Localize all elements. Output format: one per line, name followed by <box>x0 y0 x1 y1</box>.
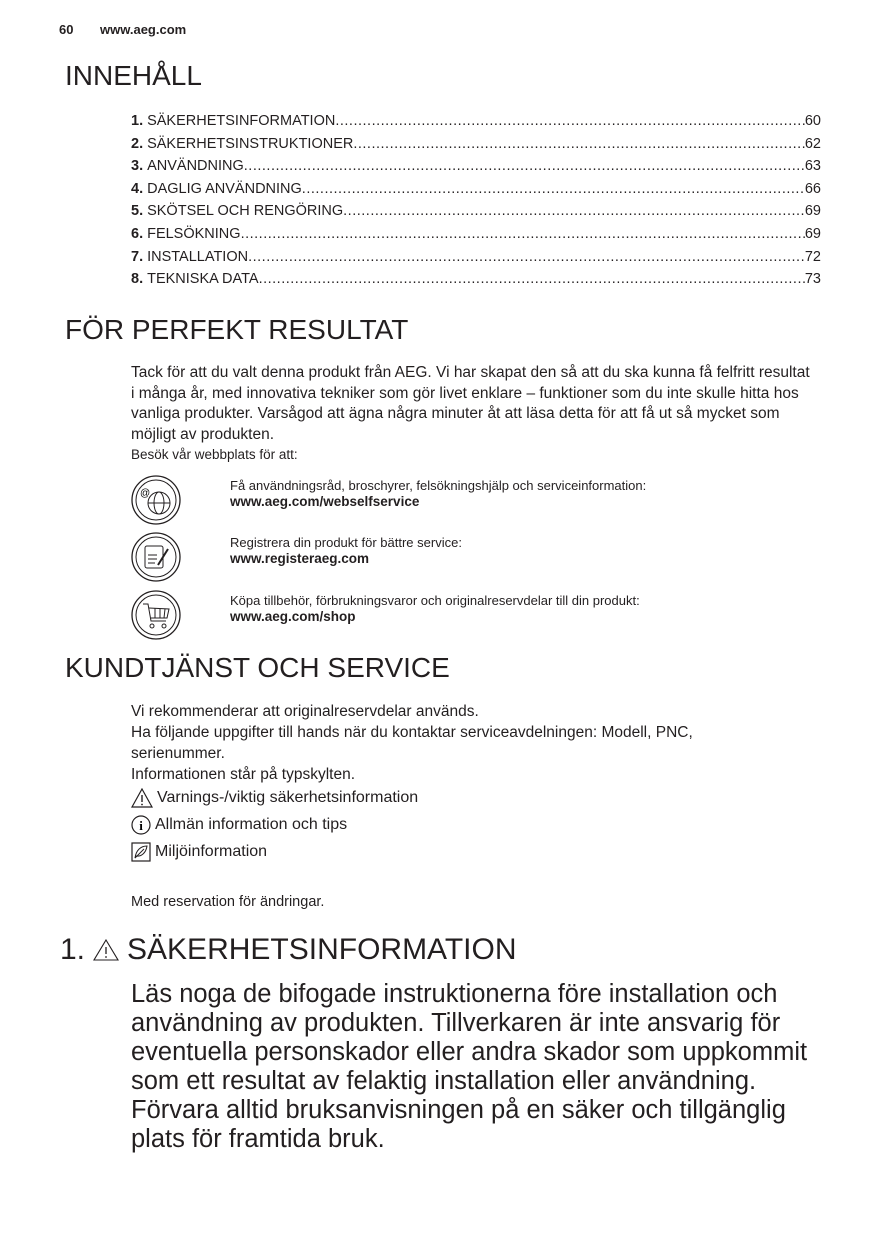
toc-entry[interactable] <box>131 268 821 291</box>
toc-label: INSTALLATION <box>147 248 249 265</box>
toc-leader <box>248 246 805 269</box>
legend-info <box>131 815 347 835</box>
site-url: www.aeg.com <box>100 22 187 37</box>
link-description: Få användningsråd, broschyrer, felsökningshjälp och serviceinformation: <box>230 478 647 493</box>
globe-icon <box>130 474 182 526</box>
warning-icon <box>131 788 153 808</box>
toc-entry[interactable] <box>131 246 821 269</box>
section-title: SÄKERHETSINFORMATION <box>127 933 517 966</box>
toc-number: 3. <box>131 158 144 175</box>
toc-entry[interactable] <box>131 155 821 178</box>
toc-number: 6. <box>131 225 144 242</box>
service-line: Informationen står på typskylten. <box>131 766 356 783</box>
perfect-text: Tack för att du valt denna produkt från AEG. Vi har skapat den så att du ska kunna få felfritt resultat i många år, med innovativa tekniker som gör livet enklare – funktioner som du inte skulle hitta hos vanliga produkter. Varsågod att ägna några minuter åt att läsa detta för att få ut så mycket som möjligt av produkten. <box>131 364 810 443</box>
toc-number: 2. <box>131 135 144 152</box>
toc-label: SKÖTSEL OCH RENGÖRING <box>147 203 344 220</box>
toc-page: 62 <box>804 135 821 152</box>
legend-label: Miljöinformation <box>155 843 268 860</box>
toc-label: TEKNISKA DATA <box>147 271 259 288</box>
link-url[interactable]: www.registeraeg.com <box>230 551 370 566</box>
toc-leader <box>241 223 805 246</box>
link-url[interactable]: www.aeg.com/webselfservice <box>230 494 420 509</box>
toc-page: 60 <box>804 113 821 129</box>
toc-entry[interactable] <box>131 223 821 246</box>
perfect-title: FÖR PERFEKT RESULTAT <box>65 314 409 345</box>
toc-entry[interactable] <box>131 178 821 201</box>
toc-title: INNEHÅLL <box>65 60 202 91</box>
toc-page: 63 <box>804 158 821 175</box>
section-number: 1. <box>60 933 86 966</box>
link-item-webselfservice <box>130 474 790 524</box>
link-url[interactable]: www.aeg.com/shop <box>230 609 356 624</box>
leaf-icon <box>131 842 151 862</box>
toc-page: 72 <box>804 248 821 265</box>
visit-text: Besök vår webbplats för att: <box>131 447 298 462</box>
toc-label: SÄKERHETSINSTRUKTIONER <box>147 135 354 152</box>
link-item-shop <box>130 589 790 639</box>
service-title: KUNDTJÄNST OCH SERVICE <box>65 652 450 683</box>
toc-label: DAGLIG ANVÄNDNING <box>147 180 302 197</box>
toc-number: 7. <box>131 248 144 265</box>
safety-heading <box>60 933 517 967</box>
toc-number: 1. <box>131 113 144 129</box>
svg-text:@: @ <box>140 488 151 499</box>
legend-warning <box>131 788 418 808</box>
link-description: Köpa tillbehör, förbrukningsvaror och originalreservdelar till din produkt: <box>230 593 640 608</box>
reservation-note: Med reservation för ändringar. <box>131 894 325 910</box>
service-text <box>131 701 781 785</box>
toc-leader <box>335 110 805 133</box>
toc-page: 69 <box>804 225 821 242</box>
toc-leader <box>259 268 805 291</box>
service-line: Vi rekommenderar att originalreservdelar används. <box>131 703 479 720</box>
toc-page: 66 <box>804 180 821 197</box>
toc-number: 5. <box>131 203 144 220</box>
info-icon <box>131 815 151 835</box>
legend-environment <box>131 842 267 862</box>
toc-leader <box>353 133 805 156</box>
toc-number: 8. <box>131 271 144 288</box>
toc-leader <box>244 155 805 178</box>
toc-entry[interactable] <box>131 200 821 223</box>
safety-intro: Läs noga de bifogade instruktionerna före installation och användning av produkten. Tillverkaren är inte ansvarig för eventuella personskador eller andra skador som uppkommit som ett resultat av felaktig installation eller användning. Förvara alltid bruksanvisningen på en säker och tillgänglig plats för framtida bruk. <box>131 980 808 1153</box>
toc-label: ANVÄNDNING <box>147 158 244 175</box>
toc-label: SÄKERHETSINFORMATION <box>147 113 336 129</box>
toc-entry[interactable] <box>131 110 821 133</box>
svg-text:i: i <box>139 818 143 833</box>
legend-label: Allmän information och tips <box>155 816 348 833</box>
warning-icon <box>93 939 119 961</box>
table-of-contents <box>131 110 821 291</box>
link-item-register <box>130 531 790 581</box>
toc-number: 4. <box>131 180 144 197</box>
toc-leader <box>343 200 805 223</box>
toc-entry[interactable] <box>131 133 821 156</box>
service-line: Ha följande uppgifter till hands när du kontaktar serviceavdelningen: Modell, PNC, serienummer. <box>131 724 693 762</box>
cart-icon <box>130 589 182 641</box>
page-number: 60 <box>59 22 74 37</box>
link-description: Registrera din produkt för bättre service: <box>230 535 462 550</box>
toc-leader <box>302 178 805 201</box>
toc-page: 73 <box>804 271 821 288</box>
toc-page: 69 <box>804 203 821 220</box>
legend-label: Varnings-/viktig säkerhetsinformation <box>157 789 419 806</box>
toc-label: FELSÖKNING <box>147 225 241 242</box>
register-icon <box>130 531 182 583</box>
